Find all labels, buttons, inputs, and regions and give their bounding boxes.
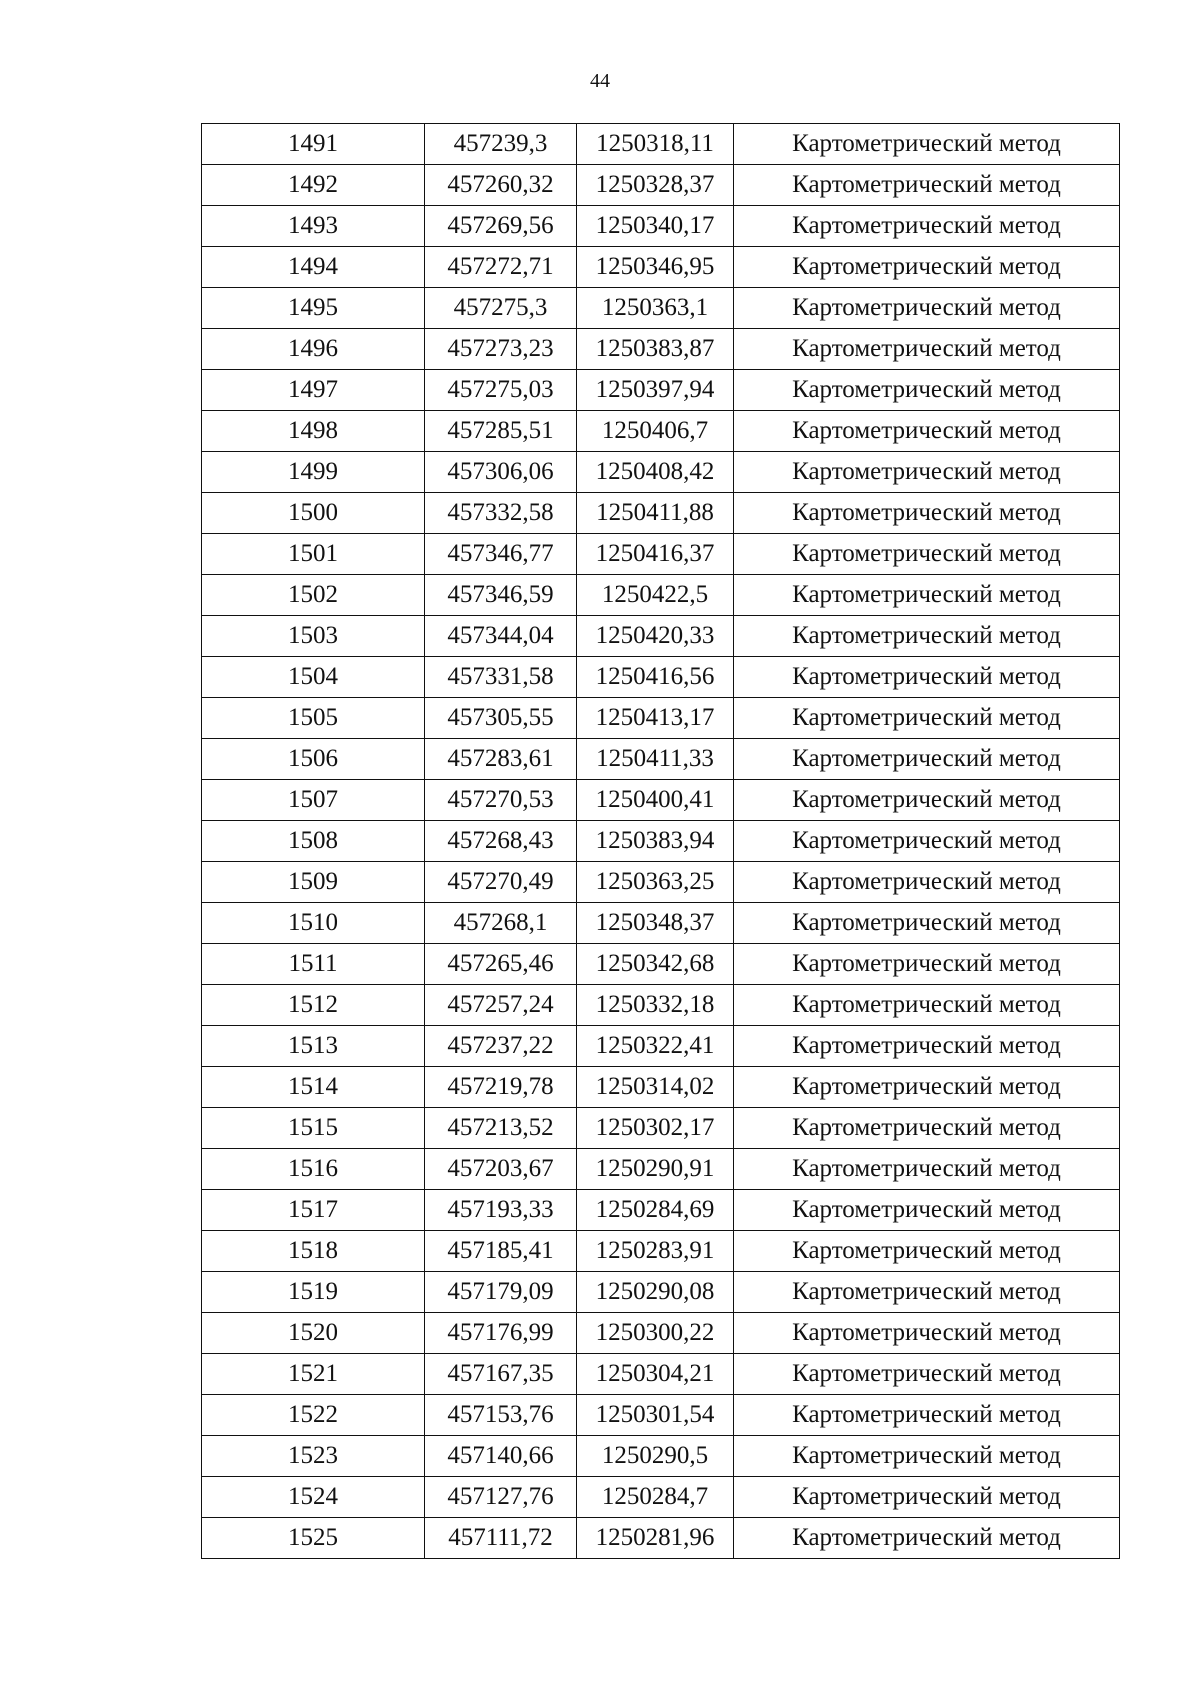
- x-coordinate-cell: 457346,77: [425, 534, 577, 575]
- x-coordinate-cell: 457153,76: [425, 1395, 577, 1436]
- point-number-cell: 1510: [202, 903, 425, 944]
- table-row: [202, 288, 1120, 329]
- x-coordinate-cell: 457346,59: [425, 575, 577, 616]
- method-cell: Картометрический метод: [734, 657, 1120, 698]
- method-cell: Картометрический метод: [734, 1231, 1120, 1272]
- table-row: [202, 247, 1120, 288]
- x-coordinate-cell: 457332,58: [425, 493, 577, 534]
- y-coordinate-cell: 1250400,41: [577, 780, 734, 821]
- point-number-cell: 1504: [202, 657, 425, 698]
- point-number-cell: 1493: [202, 206, 425, 247]
- x-coordinate-cell: 457283,61: [425, 739, 577, 780]
- table-row: [202, 1108, 1120, 1149]
- point-number-cell: 1522: [202, 1395, 425, 1436]
- table-row: [202, 1436, 1120, 1477]
- table-row: [202, 985, 1120, 1026]
- method-cell: Картометрический метод: [734, 493, 1120, 534]
- table-row: [202, 329, 1120, 370]
- method-cell: Картометрический метод: [734, 329, 1120, 370]
- method-cell: Картометрический метод: [734, 862, 1120, 903]
- method-cell: Картометрический метод: [734, 411, 1120, 452]
- y-coordinate-cell: 1250340,17: [577, 206, 734, 247]
- x-coordinate-cell: 457185,41: [425, 1231, 577, 1272]
- table-row: [202, 575, 1120, 616]
- y-coordinate-cell: 1250363,25: [577, 862, 734, 903]
- point-number-cell: 1505: [202, 698, 425, 739]
- coordinates-table-body: [202, 124, 1120, 1559]
- table-row: [202, 1149, 1120, 1190]
- x-coordinate-cell: 457203,67: [425, 1149, 577, 1190]
- point-number-cell: 1520: [202, 1313, 425, 1354]
- method-cell: Картометрический метод: [734, 739, 1120, 780]
- method-cell: Картометрический метод: [734, 1108, 1120, 1149]
- method-cell: Картометрический метод: [734, 821, 1120, 862]
- y-coordinate-cell: 1250314,02: [577, 1067, 734, 1108]
- y-coordinate-cell: 1250301,54: [577, 1395, 734, 1436]
- y-coordinate-cell: 1250383,87: [577, 329, 734, 370]
- table-row: [202, 1067, 1120, 1108]
- point-number-cell: 1511: [202, 944, 425, 985]
- table-row: [202, 206, 1120, 247]
- y-coordinate-cell: 1250408,42: [577, 452, 734, 493]
- x-coordinate-cell: 457176,99: [425, 1313, 577, 1354]
- table-row: [202, 1354, 1120, 1395]
- point-number-cell: 1518: [202, 1231, 425, 1272]
- x-coordinate-cell: 457219,78: [425, 1067, 577, 1108]
- table-row: [202, 165, 1120, 206]
- table-row: [202, 1395, 1120, 1436]
- x-coordinate-cell: 457275,03: [425, 370, 577, 411]
- y-coordinate-cell: 1250284,69: [577, 1190, 734, 1231]
- table-row: [202, 534, 1120, 575]
- y-coordinate-cell: 1250300,22: [577, 1313, 734, 1354]
- point-number-cell: 1507: [202, 780, 425, 821]
- point-number-cell: 1491: [202, 124, 425, 165]
- method-cell: Картометрический метод: [734, 1313, 1120, 1354]
- point-number-cell: 1506: [202, 739, 425, 780]
- y-coordinate-cell: 1250304,21: [577, 1354, 734, 1395]
- x-coordinate-cell: 457140,66: [425, 1436, 577, 1477]
- method-cell: Картометрический метод: [734, 1149, 1120, 1190]
- x-coordinate-cell: 457265,46: [425, 944, 577, 985]
- point-number-cell: 1515: [202, 1108, 425, 1149]
- point-number-cell: 1523: [202, 1436, 425, 1477]
- table-row: [202, 657, 1120, 698]
- point-number-cell: 1517: [202, 1190, 425, 1231]
- method-cell: Картометрический метод: [734, 1518, 1120, 1559]
- x-coordinate-cell: 457270,49: [425, 862, 577, 903]
- x-coordinate-cell: 457213,52: [425, 1108, 577, 1149]
- table-row: [202, 1190, 1120, 1231]
- point-number-cell: 1508: [202, 821, 425, 862]
- table-row: [202, 616, 1120, 657]
- method-cell: Картометрический метод: [734, 985, 1120, 1026]
- method-cell: Картометрический метод: [734, 165, 1120, 206]
- point-number-cell: 1499: [202, 452, 425, 493]
- x-coordinate-cell: 457239,3: [425, 124, 577, 165]
- y-coordinate-cell: 1250346,95: [577, 247, 734, 288]
- y-coordinate-cell: 1250406,7: [577, 411, 734, 452]
- y-coordinate-cell: 1250332,18: [577, 985, 734, 1026]
- y-coordinate-cell: 1250413,17: [577, 698, 734, 739]
- point-number-cell: 1514: [202, 1067, 425, 1108]
- method-cell: Картометрический метод: [734, 124, 1120, 165]
- method-cell: Картометрический метод: [734, 534, 1120, 575]
- x-coordinate-cell: 457260,32: [425, 165, 577, 206]
- y-coordinate-cell: 1250281,96: [577, 1518, 734, 1559]
- table-row: [202, 698, 1120, 739]
- table-row: [202, 124, 1120, 165]
- point-number-cell: 1498: [202, 411, 425, 452]
- y-coordinate-cell: 1250397,94: [577, 370, 734, 411]
- x-coordinate-cell: 457111,72: [425, 1518, 577, 1559]
- y-coordinate-cell: 1250284,7: [577, 1477, 734, 1518]
- table-row: [202, 1272, 1120, 1313]
- table-row: [202, 452, 1120, 493]
- point-number-cell: 1495: [202, 288, 425, 329]
- point-number-cell: 1521: [202, 1354, 425, 1395]
- y-coordinate-cell: 1250383,94: [577, 821, 734, 862]
- method-cell: Картометрический метод: [734, 698, 1120, 739]
- method-cell: Картометрический метод: [734, 206, 1120, 247]
- x-coordinate-cell: 457268,1: [425, 903, 577, 944]
- method-cell: Картометрический метод: [734, 1272, 1120, 1313]
- y-coordinate-cell: 1250342,68: [577, 944, 734, 985]
- y-coordinate-cell: 1250416,37: [577, 534, 734, 575]
- method-cell: Картометрический метод: [734, 288, 1120, 329]
- method-cell: Картометрический метод: [734, 247, 1120, 288]
- y-coordinate-cell: 1250416,56: [577, 657, 734, 698]
- x-coordinate-cell: 457257,24: [425, 985, 577, 1026]
- table-row: [202, 370, 1120, 411]
- point-number-cell: 1497: [202, 370, 425, 411]
- y-coordinate-cell: 1250420,33: [577, 616, 734, 657]
- table-row: [202, 1231, 1120, 1272]
- y-coordinate-cell: 1250302,17: [577, 1108, 734, 1149]
- y-coordinate-cell: 1250322,41: [577, 1026, 734, 1067]
- point-number-cell: 1524: [202, 1477, 425, 1518]
- table-row: [202, 780, 1120, 821]
- y-coordinate-cell: 1250318,11: [577, 124, 734, 165]
- method-cell: Картометрический метод: [734, 1026, 1120, 1067]
- table-row: [202, 1477, 1120, 1518]
- method-cell: Картометрический метод: [734, 1395, 1120, 1436]
- x-coordinate-cell: 457275,3: [425, 288, 577, 329]
- y-coordinate-cell: 1250411,33: [577, 739, 734, 780]
- point-number-cell: 1500: [202, 493, 425, 534]
- x-coordinate-cell: 457270,53: [425, 780, 577, 821]
- point-number-cell: 1513: [202, 1026, 425, 1067]
- method-cell: Картометрический метод: [734, 616, 1120, 657]
- coordinates-table: [201, 123, 1120, 1559]
- x-coordinate-cell: 457344,04: [425, 616, 577, 657]
- y-coordinate-cell: 1250290,08: [577, 1272, 734, 1313]
- y-coordinate-cell: 1250290,91: [577, 1149, 734, 1190]
- table-row: [202, 944, 1120, 985]
- x-coordinate-cell: 457331,58: [425, 657, 577, 698]
- point-number-cell: 1519: [202, 1272, 425, 1313]
- point-number-cell: 1494: [202, 247, 425, 288]
- x-coordinate-cell: 457127,76: [425, 1477, 577, 1518]
- y-coordinate-cell: 1250290,5: [577, 1436, 734, 1477]
- x-coordinate-cell: 457269,56: [425, 206, 577, 247]
- point-number-cell: 1492: [202, 165, 425, 206]
- table-row: [202, 821, 1120, 862]
- x-coordinate-cell: 457268,43: [425, 821, 577, 862]
- point-number-cell: 1525: [202, 1518, 425, 1559]
- point-number-cell: 1501: [202, 534, 425, 575]
- y-coordinate-cell: 1250363,1: [577, 288, 734, 329]
- page-number: 44: [590, 70, 610, 92]
- point-number-cell: 1512: [202, 985, 425, 1026]
- y-coordinate-cell: 1250328,37: [577, 165, 734, 206]
- x-coordinate-cell: 457179,09: [425, 1272, 577, 1313]
- method-cell: Картометрический метод: [734, 575, 1120, 616]
- table-row: [202, 862, 1120, 903]
- point-number-cell: 1509: [202, 862, 425, 903]
- point-number-cell: 1502: [202, 575, 425, 616]
- point-number-cell: 1503: [202, 616, 425, 657]
- table-row: [202, 1313, 1120, 1354]
- point-number-cell: 1496: [202, 329, 425, 370]
- table-row: [202, 411, 1120, 452]
- x-coordinate-cell: 457273,23: [425, 329, 577, 370]
- method-cell: Картометрический метод: [734, 1067, 1120, 1108]
- table-row: [202, 1026, 1120, 1067]
- x-coordinate-cell: 457272,71: [425, 247, 577, 288]
- method-cell: Картометрический метод: [734, 1436, 1120, 1477]
- method-cell: Картометрический метод: [734, 370, 1120, 411]
- x-coordinate-cell: 457167,35: [425, 1354, 577, 1395]
- method-cell: Картометрический метод: [734, 1354, 1120, 1395]
- y-coordinate-cell: 1250348,37: [577, 903, 734, 944]
- method-cell: Картометрический метод: [734, 452, 1120, 493]
- method-cell: Картометрический метод: [734, 1190, 1120, 1231]
- method-cell: Картометрический метод: [734, 780, 1120, 821]
- method-cell: Картометрический метод: [734, 944, 1120, 985]
- x-coordinate-cell: 457285,51: [425, 411, 577, 452]
- x-coordinate-cell: 457237,22: [425, 1026, 577, 1067]
- table-row: [202, 903, 1120, 944]
- table-row: [202, 1518, 1120, 1559]
- y-coordinate-cell: 1250422,5: [577, 575, 734, 616]
- method-cell: Картометрический метод: [734, 1477, 1120, 1518]
- point-number-cell: 1516: [202, 1149, 425, 1190]
- table-row: [202, 739, 1120, 780]
- method-cell: Картометрический метод: [734, 903, 1120, 944]
- x-coordinate-cell: 457193,33: [425, 1190, 577, 1231]
- x-coordinate-cell: 457306,06: [425, 452, 577, 493]
- y-coordinate-cell: 1250283,91: [577, 1231, 734, 1272]
- x-coordinate-cell: 457305,55: [425, 698, 577, 739]
- y-coordinate-cell: 1250411,88: [577, 493, 734, 534]
- table-row: [202, 493, 1120, 534]
